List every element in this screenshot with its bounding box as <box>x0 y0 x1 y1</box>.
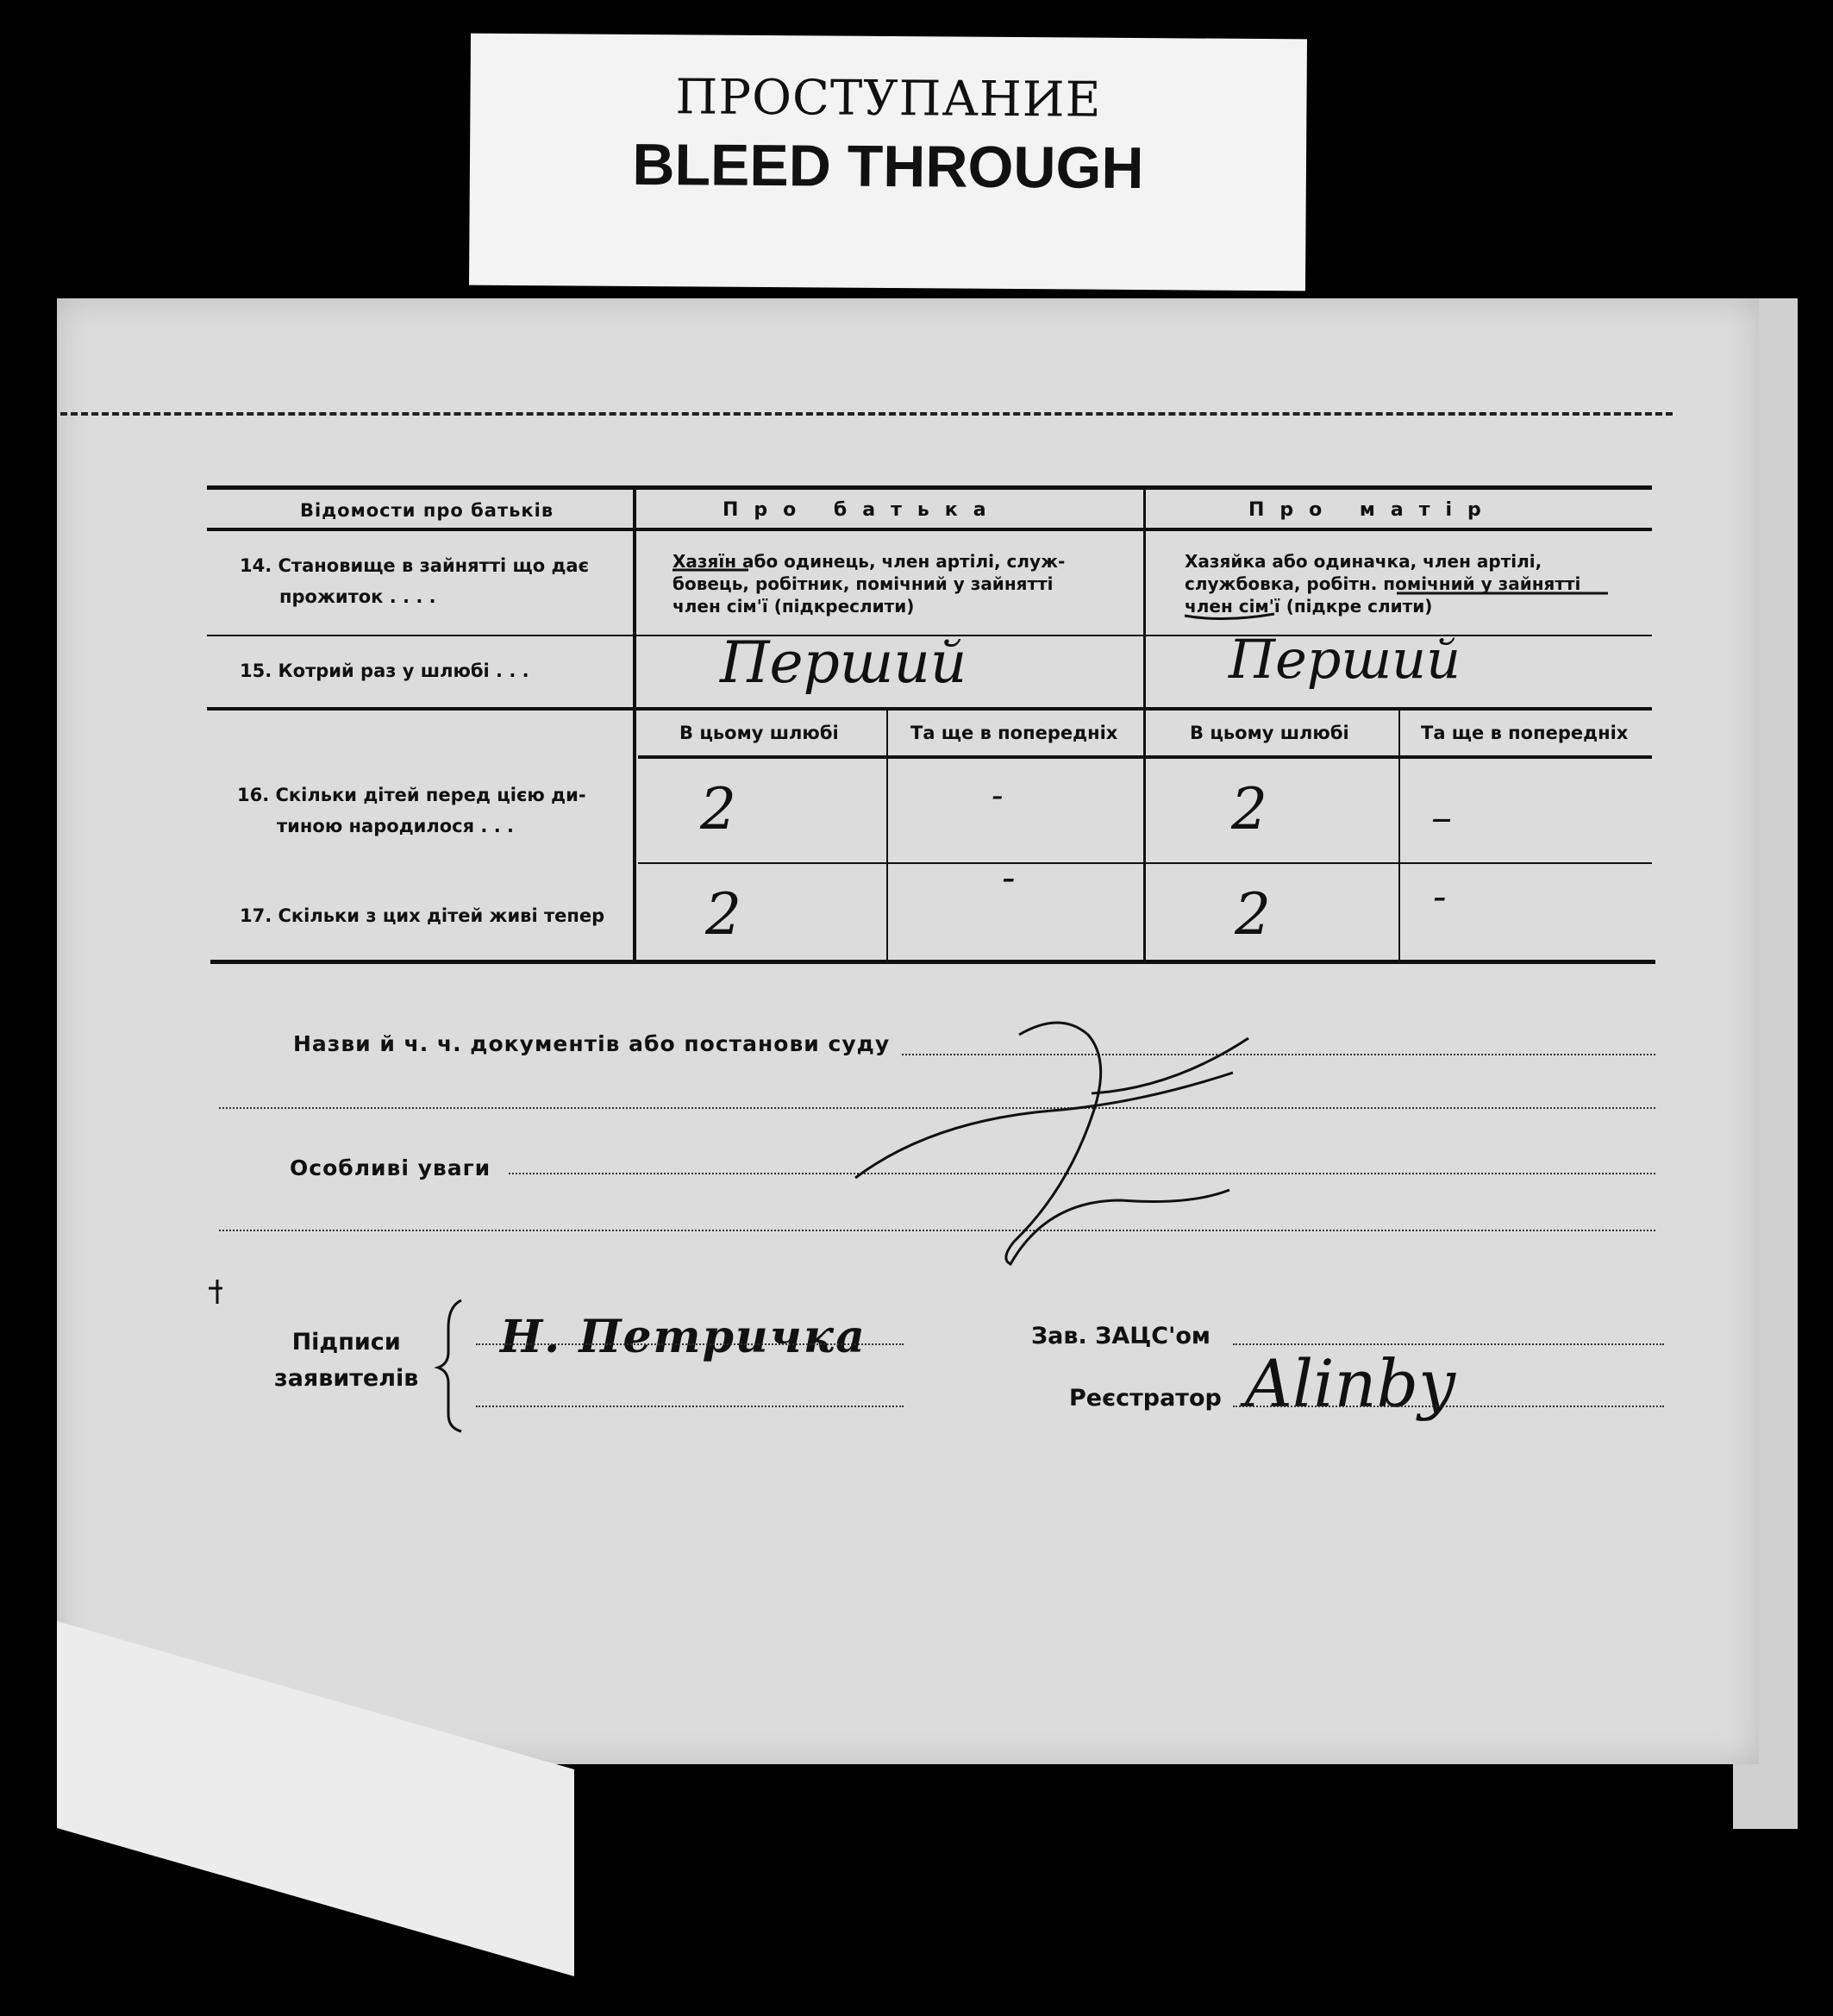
row14-mother-options: Хазяйка або одиначка, член артілі, службовка, робітн. помічний у зайнятті член сім'ї (підкре слити) <box>1185 551 1581 617</box>
row17-label: 17. Скільки з цих дітей живі тепер <box>240 905 605 926</box>
head-zags-label: Зав. ЗАЦС'ом <box>1031 1323 1211 1349</box>
row17-father-current: 2 <box>705 881 741 948</box>
row16-label: 16. Скільки дітей перед цією ди- тиною народилося . . . <box>237 785 586 836</box>
label-russian: ПРОСТУПАНИЕ <box>675 69 1102 128</box>
subheader-father-current: В цьому шлюбі <box>679 723 839 743</box>
signatures-label: Підписи заявителів <box>274 1329 419 1392</box>
subheader-father-previous: Та ще в попередніх <box>910 723 1118 743</box>
row15-mother-handwritten: Перший <box>1229 628 1461 691</box>
row16-mother-current: 2 <box>1231 776 1267 842</box>
registrar-signature: Alinby <box>1245 1345 1456 1422</box>
row17-mother-current: 2 <box>1235 881 1271 948</box>
header-about-mother: Про матір <box>1248 499 1497 521</box>
margin-mark <box>209 1280 222 1304</box>
header-about-father: Про батька <box>723 499 1002 521</box>
subheader-mother-previous: Та ще в попередніх <box>1421 723 1629 743</box>
row16-father-current: 2 <box>700 776 736 842</box>
cancellation-z-stroke <box>855 1073 1233 1178</box>
subheader-mother-current: В цьому шлюбі <box>1190 723 1349 743</box>
row15-label: 15. Котрий раз у шлюбі . . . <box>240 661 529 681</box>
row16-mother-previous: – <box>1431 793 1452 842</box>
row14-label: 14. Становище в зайнятті що дає прожиток . . . . <box>240 555 590 607</box>
row15-father-handwritten: Перший <box>720 629 967 696</box>
header-parents-info: Відомости про батьків <box>300 500 554 521</box>
signature-brace <box>438 1300 461 1431</box>
applicant-signature: Н. Петричка <box>500 1311 866 1363</box>
registrar-label: Реєстратор <box>1069 1385 1222 1412</box>
underline-mother-member <box>1185 614 1274 619</box>
documents-label: Назви й ч. ч. документів або постанови суду <box>293 1031 891 1056</box>
remarks-label: Особливі уваги <box>290 1155 491 1180</box>
row17-father-previous: - <box>1002 854 1016 900</box>
row17-mother-previous: - <box>1433 873 1447 919</box>
row14-father-options: Хазяїн або одинець, член артілі, служ- бовець, робітник, помічний у зайнятті член сім'ї (підкреслити) <box>673 551 1066 617</box>
cancellation-z-mark <box>1006 1023 1248 1264</box>
row16-father-previous: - <box>992 776 1004 816</box>
label-english: BLEED THROUGH <box>632 131 1144 202</box>
